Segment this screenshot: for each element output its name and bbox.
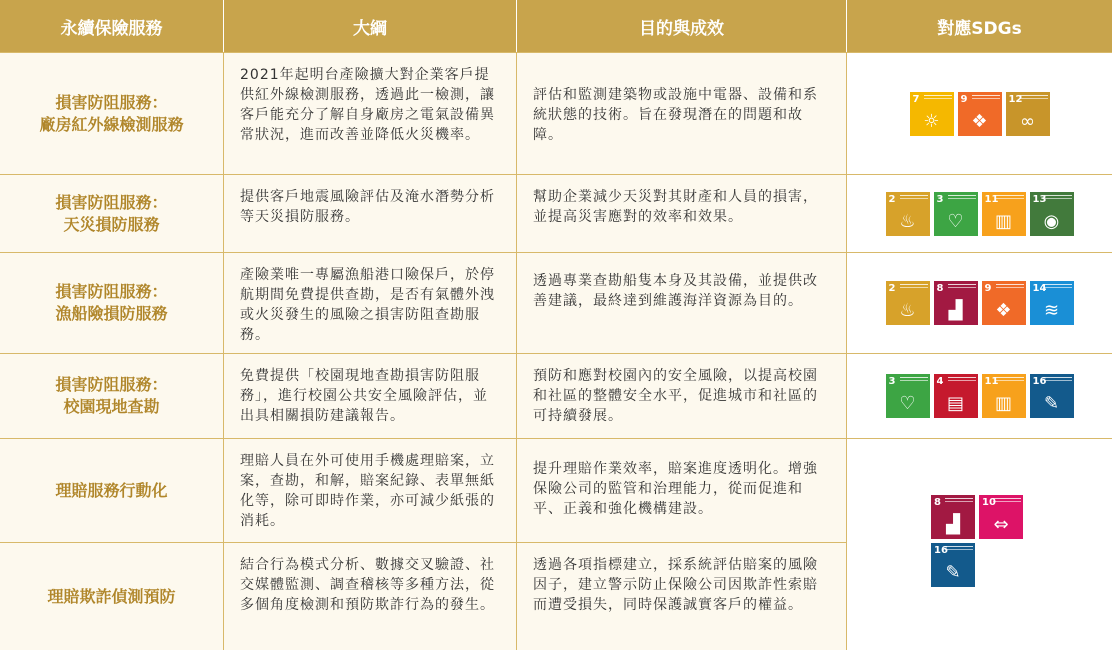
dove-gavel-icon: ✎ — [1043, 393, 1060, 414]
outline-cell: 2021年起明台產險擴大對企業客戶提供紅外線檢測服務，透過此一檢測，讓客戶能充分了解自身廠房之電氣設備異常狀況，進而改善並降低火災機率。 — [224, 53, 516, 174]
sdg-8-tile — [931, 495, 975, 539]
sdg-number: 11 — [984, 376, 999, 387]
sdg-caption-lines — [948, 195, 976, 199]
purpose-cell: 透過各項指標建立，採系統評估賠案的風險因子，建立警示防止保險公司因欺詐性索賠而遭受損失，同時保護誠實客戶的權益。 — [517, 543, 846, 650]
sdg-3-tile — [934, 192, 978, 236]
sdg-number: 16 — [934, 545, 948, 556]
sdg-number: 14 — [1032, 283, 1047, 294]
table-header — [0, 0, 1112, 52]
service-name — [0, 543, 223, 650]
sdg-caption-lines — [1044, 284, 1072, 288]
sdg-number: 8 — [934, 497, 941, 508]
header-purpose: 目的與成效 — [517, 0, 847, 52]
purpose-cell: 透過專業查勘船隻本身及其設備，並提供改善建議，最終達到維護海洋資源為目的。 — [517, 253, 846, 353]
header-service: 永續保險服務 — [0, 0, 224, 52]
sdg-16-tile — [931, 543, 975, 587]
sdg-icons — [931, 495, 1027, 587]
table-row — [0, 354, 1112, 438]
sdg-caption-lines — [972, 95, 1000, 99]
sdg-icons — [847, 354, 1112, 438]
sdg-caption-lines — [948, 284, 976, 288]
sdg-12-tile — [1006, 92, 1050, 136]
table-row — [0, 253, 1112, 353]
dove-gavel-icon: ✎ — [945, 562, 961, 583]
sdg-16-tile — [1030, 374, 1074, 418]
sdg-caption-lines — [996, 195, 1024, 199]
service-name-text: 損害防阻服務： 廠房紅外線檢測服務 — [39, 92, 184, 134]
book-icon: ▤ — [946, 393, 964, 414]
cubes-icon: ❖ — [995, 300, 1012, 321]
bowl-icon: ♨ — [899, 300, 916, 321]
table-row — [0, 53, 1112, 174]
outline-cell: 免費提供「校園現地查勘損害防阻服務」，進行校園公共安全風險評估，並出具相關損防建議報告。 — [224, 354, 516, 438]
sdg-13-tile — [1030, 192, 1074, 236]
fish-icon: ≋ — [1043, 300, 1060, 321]
sdg-4-tile — [934, 374, 978, 418]
sdg-9-tile — [958, 92, 1002, 136]
sdg-number: 11 — [984, 193, 999, 205]
sdg-caption-lines — [1044, 195, 1072, 199]
sdg-14-tile — [1030, 281, 1074, 325]
sdg-7-tile — [910, 92, 954, 136]
sdg-number: 13 — [1032, 193, 1047, 205]
sdg-number: 3 — [888, 376, 896, 387]
growth-chart-icon: ▟ — [946, 514, 960, 535]
outline-cell: 結合行為模式分析、數據交叉驗證、社交媒體監測、調查稽核等多種方法，從多個角度檢測和預防欺詐行為的發生。 — [224, 543, 516, 650]
service-name-text: 理賠欺詐偵測預防 — [47, 586, 176, 606]
service-name — [0, 354, 223, 438]
sdg-caption-lines — [996, 284, 1024, 288]
purpose-cell: 預防和應對校園內的安全風險，以提高校園和社區的整體安全水平，促進城市和社區的可持續發展。 — [517, 354, 846, 438]
service-name — [0, 439, 223, 542]
outline-cell: 理賠人員在外可使用手機處理賠案，立案，查勘，和解，賠案紀錄、表單無紙化等，除可即時作業，亦可減少紙張的消耗。 — [224, 439, 516, 542]
service-name-text: 損害防阻服務： 天災損防服務 — [55, 192, 168, 234]
outline-cell: 提供客戶地震風險評估及淹水潛勢分析等天災損防服務。 — [224, 175, 516, 252]
cubes-icon: ❖ — [971, 110, 988, 132]
sdg-caption-lines — [900, 377, 928, 381]
sdg-caption-lines — [945, 546, 973, 550]
sdg-number: 16 — [1032, 376, 1047, 387]
sdg-number: 7 — [912, 93, 920, 105]
sdg-2-tile — [886, 192, 930, 236]
sdg-number: 10 — [982, 497, 996, 508]
service-name — [0, 175, 223, 252]
sdg-caption-lines — [945, 498, 973, 502]
sdg-number: 8 — [936, 283, 944, 294]
service-name — [0, 53, 223, 174]
growth-chart-icon: ▟ — [948, 300, 963, 321]
sdg-number: 2 — [888, 283, 896, 294]
sdg-caption-lines — [1044, 377, 1072, 381]
table-row — [0, 175, 1112, 252]
infinity-icon: ∞ — [1020, 110, 1035, 132]
sdg-icons — [847, 175, 1112, 252]
eye-icon: ◉ — [1043, 210, 1060, 232]
sun-icon: ☼ — [923, 110, 940, 132]
reduced-inequality-icon: ⇔ — [993, 514, 1009, 535]
purpose-cell: 提升理賠作業效率，賠案進度透明化。增強保險公司的監管和治理能力，從而促進和平、正義和強化機構建設。 — [517, 439, 846, 542]
sdg-11-tile — [982, 374, 1026, 418]
sdg-caption-lines — [1020, 95, 1048, 99]
header-sdgs: 對應SDGs — [937, 18, 1022, 39]
sdg-9-tile — [982, 281, 1026, 325]
heartbeat-icon: ♡ — [899, 393, 916, 414]
sdg-caption-lines — [996, 377, 1024, 381]
header-outline: 大綱 — [224, 0, 517, 52]
sdg-number: 12 — [1008, 93, 1023, 105]
shared-sdg-cell — [847, 439, 1112, 650]
sdg-caption-lines — [948, 377, 976, 381]
sdg-icons — [847, 253, 1112, 353]
sdg-caption-lines — [900, 284, 928, 288]
sdg-number: 3 — [936, 193, 944, 205]
sdg-caption-lines — [993, 498, 1021, 502]
bowl-icon: ♨ — [899, 210, 916, 232]
sdg-caption-lines — [924, 95, 952, 99]
sdg-8-tile — [934, 281, 978, 325]
service-name-text: 理賠服務行動化 — [55, 480, 168, 500]
sdg-icons — [847, 53, 1112, 174]
city-icon: ▥ — [994, 210, 1012, 232]
sdg-number: 2 — [888, 193, 896, 205]
service-name — [0, 253, 223, 353]
sdg-3-tile — [886, 374, 930, 418]
sdg-number: 9 — [984, 283, 992, 294]
sdg-10-tile — [979, 495, 1023, 539]
heartbeat-icon: ♡ — [947, 210, 964, 232]
purpose-cell: 幫助企業減少天災對其財產和人員的損害，並提高災害應對的效率和效果。 — [517, 175, 846, 252]
sdg-caption-lines — [900, 195, 928, 199]
sdg-2-tile — [886, 281, 930, 325]
city-icon: ▥ — [994, 393, 1012, 414]
outline-cell: 產險業唯一專屬漁船港口險保戶，於停航期間免費提供查勘，是否有氣體外洩或火災發生的風險之損害防阻查勘服務。 — [224, 253, 516, 353]
sdg-11-tile — [982, 192, 1026, 236]
purpose-cell: 評估和監測建築物或設施中電器、設備和系統狀態的技術。旨在發現潛在的問題和故障。 — [517, 53, 846, 174]
sdg-number: 9 — [960, 93, 968, 105]
sdg-number: 4 — [936, 376, 944, 387]
service-name-text: 損害防阻服務： 漁船險損防服務 — [55, 282, 168, 323]
service-name-text: 損害防阻服務： 校園現地查勘 — [55, 375, 168, 416]
